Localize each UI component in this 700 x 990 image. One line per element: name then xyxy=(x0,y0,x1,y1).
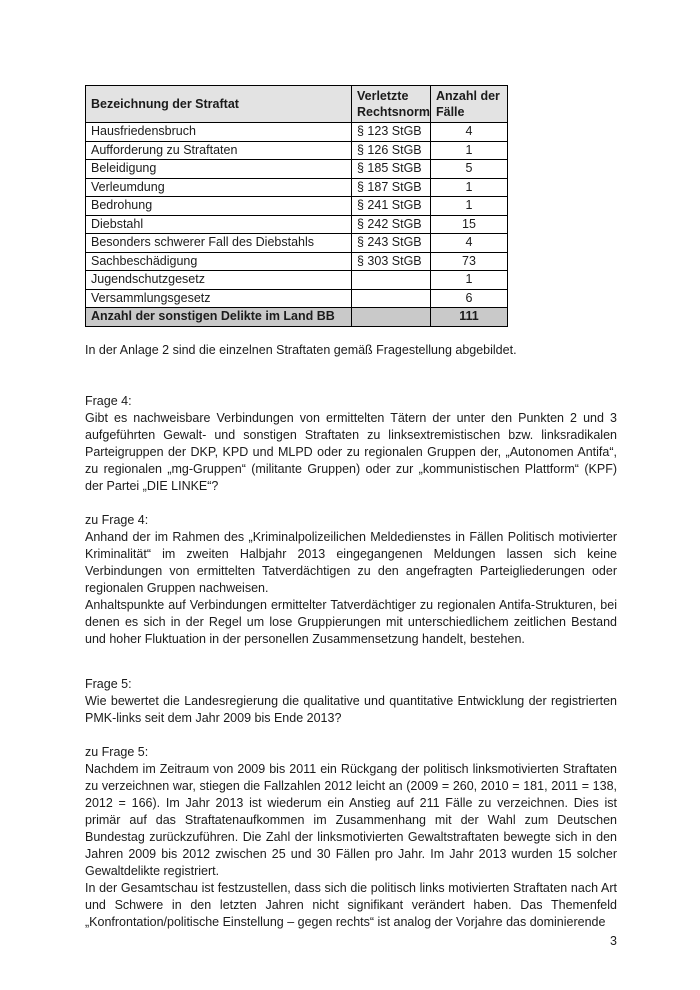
cell-offense: Sachbeschädigung xyxy=(86,252,352,271)
frage5-text: Wie bewertet die Landesregierung die qualitative und quantitative Entwicklung der registrierten PMK-links seit dem Jahr 2009 bis Ende 2013? xyxy=(85,693,617,725)
cell-offense: Verleumdung xyxy=(86,178,352,197)
frage4-text: Gibt es nachweisbare Verbindungen von ermittelten Tätern der unter den Punkten 2 und 3 aufgeführten Gewalt- und sonstigen Straftaten zu linksextremistischen bzw. linksradikalen Parteigruppen der DKP, KPD und MLPD oder zu regionalen Gruppen der, „Autonomen Antifa“, zu regionalen „mg-Gruppen“ (militante Gruppen) oder zur „kommunistischen Plattform“ (KPF) der Partei „DIE LINKE“? xyxy=(85,410,617,493)
cell-norm: § 243 StGB xyxy=(352,234,431,253)
zu-frage5-paragraph-2: In der Gesamtschau ist festzustellen, dass sich die politisch links motivierten Straftaten nach Art und Schwere in den letzten Jahren nicht signifikant verändert haben. Das Themenfeld „Konfrontation/politische Einstellung – gegen rechts“ ist analog der Vorjahre das dominierende xyxy=(85,880,617,929)
cell-offense: Versammlungsgesetz xyxy=(86,289,352,308)
cell-count: 1 xyxy=(431,178,508,197)
cell-norm: § 185 StGB xyxy=(352,160,431,179)
table-row xyxy=(86,178,508,197)
table-row xyxy=(86,252,508,271)
cell-norm: § 242 StGB xyxy=(352,215,431,234)
col-header-norm: Verletzte Rechtsnorm xyxy=(352,86,431,123)
total-count: 111 xyxy=(431,308,508,327)
cell-count: 5 xyxy=(431,160,508,179)
cell-count: 4 xyxy=(431,123,508,142)
offense-table xyxy=(85,85,508,327)
cell-count: 6 xyxy=(431,289,508,308)
cell-count: 73 xyxy=(431,252,508,271)
cell-offense: Beleidigung xyxy=(86,160,352,179)
zu-frage5-paragraph-1: Nachdem im Zeitraum von 2009 bis 2011 ein Rückgang der politisch linksmotivierten Straftaten zu verzeichnen war, stiegen die Fallzahlen 2012 leicht an (2009 = 260, 2010 = 181, 2011 = 138, 2012 = 166). Im Jahr 2013 ist wiederum ein Anstieg auf 211 Fälle zu verzeichnen. Dies ist primär auf das Straftatenaufkommen im Zusammenhang mit der Wahl zum Deutschen Bundestag zurückzuführen. Die Zahl der linksmotivierten Gewaltstraftaten bewegte sich in den Jahren 2009 bis 2012 zwischen 25 und 30 Fällen pro Jahr. Im Jahr 2013 wurden 15 solcher Gewaltdelikte registriert. xyxy=(85,761,617,878)
cell-count: 1 xyxy=(431,141,508,160)
cell-offense: Diebstahl xyxy=(86,215,352,234)
frage5-label: Frage 5: xyxy=(85,676,132,691)
zu-frage4-label: zu Frage 4: xyxy=(85,512,149,527)
cell-count: 1 xyxy=(431,271,508,290)
total-label: Anzahl der sonstigen Delikte im Land BB xyxy=(86,308,352,327)
table-row xyxy=(86,141,508,160)
table-row xyxy=(86,289,508,308)
cell-offense: Besonders schwerer Fall des Diebstahls xyxy=(86,234,352,253)
table-row xyxy=(86,234,508,253)
cell-offense: Jugendschutzgesetz xyxy=(86,271,352,290)
intro-after-table: In der Anlage 2 sind die einzelnen Straftaten gemäß Fragestellung abgebildet. xyxy=(85,342,517,357)
cell-count: 4 xyxy=(431,234,508,253)
frage4-label: Frage 4: xyxy=(85,393,132,408)
cell-norm xyxy=(352,289,431,308)
col-header-count: Anzahl der Fälle xyxy=(431,86,508,123)
cell-norm: § 241 StGB xyxy=(352,197,431,216)
table-row xyxy=(86,123,508,142)
zu-frage4-paragraph-1: Anhand der im Rahmen des „Kriminalpolizeilichen Meldedienstes in Fällen Politisch motivierter Kriminalität“ im zweiten Halbjahr 2013 eingegangenen Meldungen lassen sich keine Verbindungen von ermittelten Tatverdächtigen zu den angefragten Parteigliederungen oder regionalen Gruppen nachweisen. xyxy=(85,529,617,595)
table-row xyxy=(86,197,508,216)
cell-count: 15 xyxy=(431,215,508,234)
cell-norm: § 303 StGB xyxy=(352,252,431,271)
cell-count: 1 xyxy=(431,197,508,216)
cell-norm xyxy=(352,271,431,290)
col-header-offense: Bezeichnung der Straftat xyxy=(86,86,352,123)
page-number: 3 xyxy=(610,933,617,948)
table-row xyxy=(86,160,508,179)
table-header-row xyxy=(86,86,508,123)
total-norm xyxy=(352,308,431,327)
cell-offense: Aufforderung zu Straftaten xyxy=(86,141,352,160)
cell-offense: Bedrohung xyxy=(86,197,352,216)
table-row xyxy=(86,215,508,234)
table-row xyxy=(86,271,508,290)
zu-frage5-label: zu Frage 5: xyxy=(85,744,149,759)
cell-norm: § 187 StGB xyxy=(352,178,431,197)
cell-offense: Hausfriedensbruch xyxy=(86,123,352,142)
cell-norm: § 126 StGB xyxy=(352,141,431,160)
zu-frage4-paragraph-2: Anhaltspunkte auf Verbindungen ermittelter Tatverdächtiger zu regionalen Antifa-Strukturen, bei denen es sich in der Regel um lose Gruppierungen mit unterschiedlichem zeitlichen Bestand und hoher Fluktuation in der personellen Zusammensetzung handelt, bestehen. xyxy=(85,597,617,646)
cell-norm: § 123 StGB xyxy=(352,123,431,142)
table-total-row xyxy=(86,308,508,327)
